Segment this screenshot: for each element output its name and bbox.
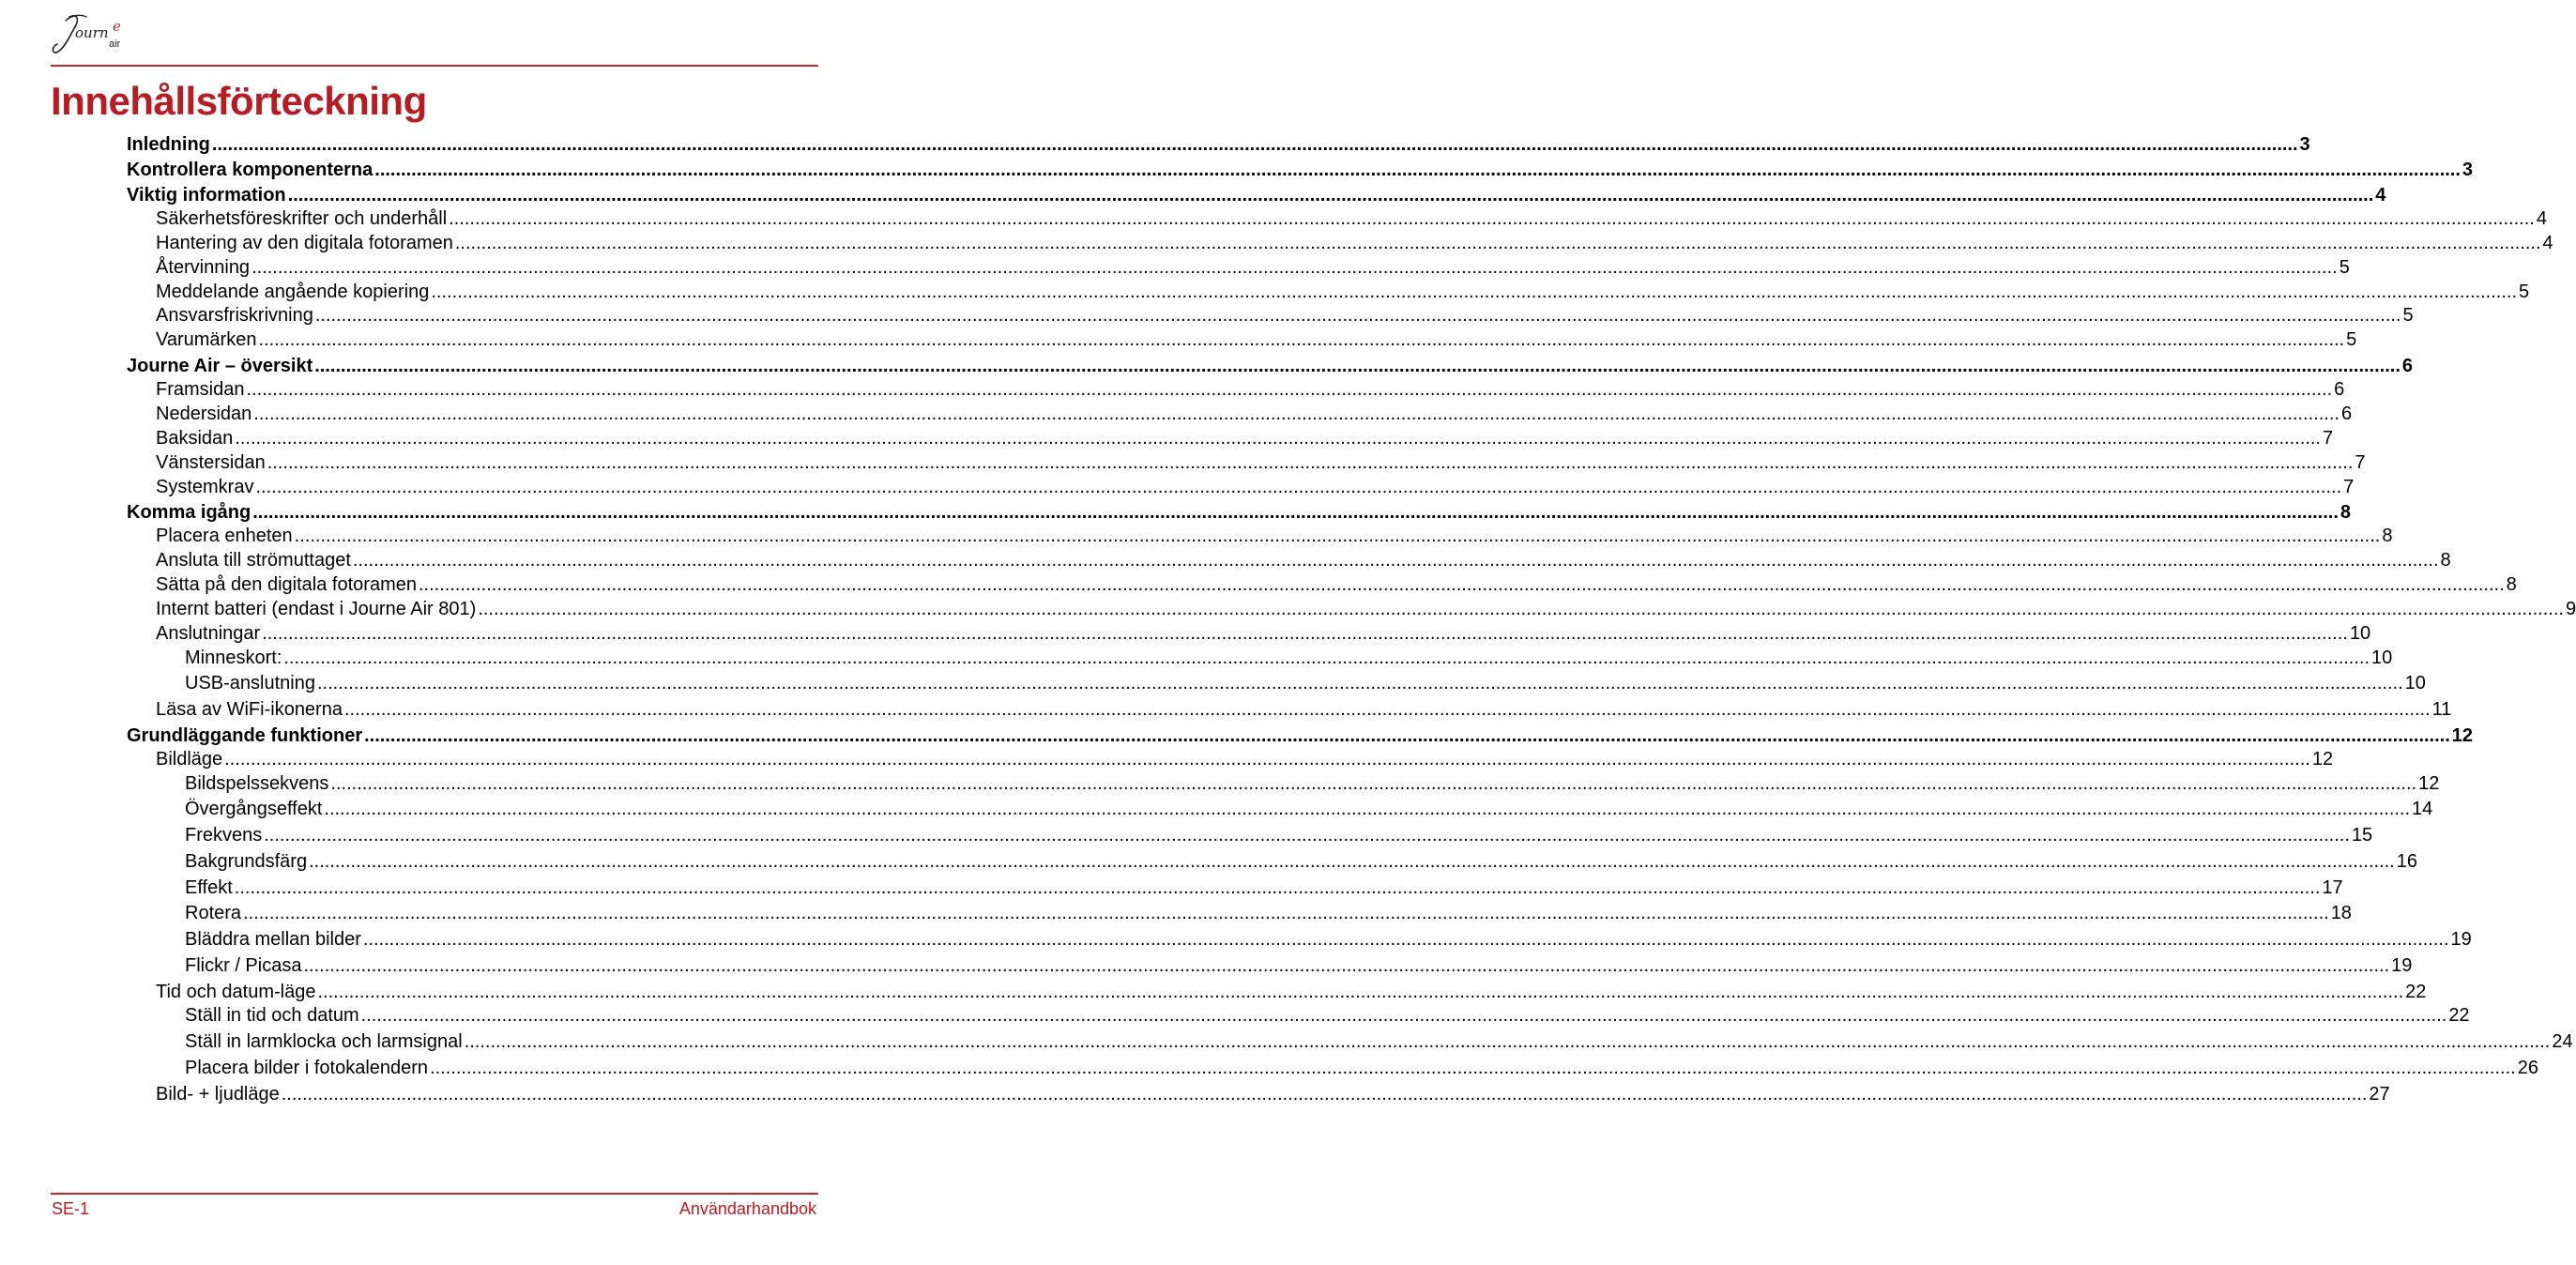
toc-dot-leader: ................................................................................................................................................................................................................................................................................................................................................................................................................	[309, 851, 2395, 872]
toc-entry[interactable]	[127, 184, 2386, 206]
toc-entry-page: 3	[2462, 160, 2474, 180]
toc-entry-label: Placera enheten	[156, 526, 293, 546]
toc-dot-leader: ................................................................................................................................................................................................................................................................................................................................................................................................................	[294, 526, 2381, 546]
toc-entry-label: Återvinning	[156, 257, 251, 278]
toc-dot-leader: ................................................................................................................................................................................................................................................................................................................................................................................................................	[267, 452, 2354, 473]
toc-dot-leader: ................................................................................................................................................................................................................................................................................................................................................................................................................	[283, 648, 2370, 668]
toc-dot-leader: ................................................................................................................................................................................................................................................................................................................................................................................................................	[464, 1031, 2551, 1052]
toc-entry[interactable]	[156, 525, 2393, 547]
toc-dot-leader: ................................................................................................................................................................................................................................................................................................................................................................................................................	[211, 134, 2298, 155]
toc-entry[interactable]	[156, 427, 2334, 450]
toc-entry-label: Bakgrundsfärg	[185, 851, 308, 872]
toc-entry-page: 16	[2396, 851, 2417, 872]
toc-dot-leader: ................................................................................................................................................................................................................................................................................................................................................................................................................	[287, 185, 2374, 206]
toc-entry-page: 17	[2322, 877, 2343, 898]
toc-entry-label: Inledning	[127, 134, 210, 155]
toc-entry[interactable]	[156, 281, 2530, 303]
toc-entry-label: Ställ in larmklocka och larmsignal	[185, 1031, 463, 1052]
toc-entry-page: 22	[2448, 1005, 2470, 1026]
toc-entry-label: Tid och datum-läge	[156, 982, 316, 1002]
toc-entry-page: 8	[2506, 574, 2517, 595]
toc-dot-leader: ................................................................................................................................................................................................................................................................................................................................................................................................................	[246, 379, 2333, 400]
toc-entry-label: Effekt	[185, 877, 233, 898]
toc-entry-label: Internt batteri (endast i Journe Air 801)	[156, 599, 477, 619]
toc-dot-leader: ................................................................................................................................................................................................................................................................................................................................................................................................................	[234, 877, 2321, 898]
toc-dot-leader: ................................................................................................................................................................................................................................................................................................................................................................................................................	[352, 550, 2439, 571]
toc-entry-page: 27	[2369, 1084, 2390, 1105]
toc-dot-leader: ................................................................................................................................................................................................................................................................................................................................................................................................................	[343, 699, 2431, 720]
toc-dot-leader: ................................................................................................................................................................................................................................................................................................................................................................................................................	[258, 329, 2345, 350]
toc-entry-page: 4	[2536, 208, 2547, 229]
toc-entry[interactable]	[156, 549, 2451, 572]
toc-dot-leader: ................................................................................................................................................................................................................................................................................................................................................................................................................	[224, 749, 2310, 770]
toc-entry[interactable]	[185, 954, 2413, 977]
page-title: Innehållsförteckning	[51, 79, 427, 123]
toc-dot-leader: ................................................................................................................................................................................................................................................................................................................................................................................................................	[252, 502, 2339, 523]
toc-entry-page: 14	[2412, 799, 2433, 819]
toc-entry-page: 6	[2340, 404, 2353, 424]
toc-entry[interactable]	[185, 1004, 2470, 1027]
toc-entry-page: 6	[2401, 356, 2414, 376]
toc-dot-leader: ................................................................................................................................................................................................................................................................................................................................................................................................................	[324, 799, 2411, 819]
toc-entry-page: 5	[2339, 257, 2350, 278]
toc-dot-leader: ................................................................................................................................................................................................................................................................................................................................................................................................................	[374, 160, 2461, 180]
toc-entry-label: Ansluta till strömuttaget	[156, 550, 351, 571]
toc-dot-leader: ................................................................................................................................................................................................................................................................................................................................................................................................................	[362, 929, 2449, 950]
toc-entry-label: Bild- + ljudläge	[156, 1084, 280, 1105]
footer-document-name: Användarhandbok	[678, 1199, 816, 1218]
toc-entry[interactable]	[156, 328, 2357, 351]
toc-dot-leader: ................................................................................................................................................................................................................................................................................................................................................................................................................	[430, 1058, 2516, 1078]
toc-entry-page: 22	[2405, 982, 2427, 1002]
toc-entry-page: 12	[2418, 773, 2440, 794]
toc-entry[interactable]	[127, 355, 2414, 377]
toc-entry-label: Sätta på den digitala fotoramen	[156, 574, 417, 595]
toc-dot-leader: ................................................................................................................................................................................................................................................................................................................................................................................................................	[253, 404, 2340, 424]
toc-entry-label: Grundläggande funktioner	[127, 725, 363, 746]
toc-entry-label: Komma igång	[127, 502, 252, 523]
toc-entry-page: 24	[2552, 1031, 2573, 1052]
toc-entry-page: 10	[2371, 648, 2393, 668]
toc-entry-page: 3	[2299, 134, 2310, 155]
toc-entry[interactable]	[156, 698, 2452, 721]
toc-entry-page: 7	[2355, 452, 2366, 473]
svg-text:e: e	[113, 18, 121, 35]
toc-entry-label: Placera bilder i fotokalendern	[185, 1058, 429, 1078]
toc-entry-page: 12	[2451, 725, 2474, 746]
toc-entry[interactable]	[185, 772, 2440, 795]
toc-entry[interactable]	[127, 133, 2310, 156]
toc-dot-leader: ................................................................................................................................................................................................................................................................................................................................................................................................................	[330, 773, 2417, 794]
toc-dot-leader: ................................................................................................................................................................................................................................................................................................................................................................................................................	[454, 233, 2541, 253]
toc-dot-leader: ................................................................................................................................................................................................................................................................................................................................................................................................................	[235, 428, 2321, 449]
toc-dot-leader: ................................................................................................................................................................................................................................................................................................................................................................................................................	[317, 982, 2404, 1002]
toc-dot-leader: ................................................................................................................................................................................................................................................................................................................................................................................................................	[252, 257, 2338, 278]
toc-entry[interactable]	[156, 451, 2366, 474]
toc-entry-label: Bildspelssekvens	[185, 773, 329, 794]
toc-entry-label: Övergångseffekt	[185, 799, 323, 819]
toc-dot-leader: ................................................................................................................................................................................................................................................................................................................................................................................................................	[431, 282, 2518, 302]
toc-entry[interactable]	[127, 724, 2474, 747]
toc-entry[interactable]	[185, 798, 2433, 820]
toc-entry-label: Vänstersidan	[156, 452, 266, 473]
toc-entry-label: Meddelande angående kopiering	[156, 282, 430, 302]
toc-entry[interactable]	[156, 598, 2576, 620]
toc-entry-page: 19	[2391, 955, 2413, 976]
toc-entry-label: Nedersidan	[156, 404, 252, 424]
toc-entry-page: 8	[2440, 550, 2451, 571]
toc-entry-page: 4	[2375, 185, 2386, 206]
toc-entry-page: 10	[2404, 673, 2426, 693]
toc-entry[interactable]	[185, 647, 2393, 669]
toc-entry[interactable]	[156, 403, 2353, 425]
toc-entry-label: Bläddra mellan bilder	[185, 929, 361, 950]
toc-dot-leader: ................................................................................................................................................................................................................................................................................................................................................................................................................	[262, 623, 2348, 644]
toc-entry[interactable]	[185, 1057, 2538, 1079]
toc-entry-page: 18	[2330, 903, 2352, 923]
toc-dot-leader: ................................................................................................................................................................................................................................................................................................................................................................................................................	[264, 825, 2350, 846]
toc-entry[interactable]	[156, 207, 2547, 230]
toc-entry-page: 19	[2450, 929, 2472, 950]
toc-entry-page: 5	[2346, 329, 2357, 350]
toc-entry[interactable]	[127, 159, 2474, 181]
toc-entry-label: Ställ in tid och datum	[185, 1005, 359, 1026]
toc-entry-label: Journe Air – översikt	[127, 356, 313, 376]
toc-entry[interactable]	[185, 850, 2417, 873]
toc-entry[interactable]	[185, 824, 2373, 846]
svg-text:air: air	[109, 38, 121, 50]
toc-entry-label: Framsidan	[156, 379, 245, 400]
toc-dot-leader: ................................................................................................................................................................................................................................................................................................................................................................................................................	[478, 599, 2564, 619]
toc-entry-page: 12	[2311, 749, 2334, 770]
toc-dot-leader: ................................................................................................................................................................................................................................................................................................................................................................................................................	[255, 477, 2342, 497]
toc-dot-leader: ................................................................................................................................................................................................................................................................................................................................................................................................................	[418, 574, 2505, 595]
footer-rule	[51, 1193, 818, 1195]
toc-dot-leader: ................................................................................................................................................................................................................................................................................................................................................................................................................	[303, 955, 2390, 976]
toc-entry[interactable]	[156, 256, 2350, 279]
toc-entry-label: Rotera	[185, 903, 242, 923]
toc-entry[interactable]	[156, 232, 2553, 254]
toc-entry-page: 7	[2343, 477, 2355, 497]
toc-entry-page: 5	[2519, 282, 2530, 302]
toc-entry-label: Minneskort:	[185, 648, 282, 668]
toc-entry-label: USB-anslutning	[185, 673, 315, 693]
toc-entry[interactable]	[185, 876, 2343, 899]
toc-entry[interactable]	[156, 981, 2427, 1003]
toc-entry-label: Läsa av WiFi-ikonerna	[156, 699, 343, 720]
toc-entry[interactable]	[127, 501, 2352, 524]
toc-entry-page: 11	[2431, 699, 2452, 720]
toc-entry[interactable]	[156, 304, 2414, 327]
toc-dot-leader: ................................................................................................................................................................................................................................................................................................................................................................................................................	[243, 903, 2329, 923]
toc-entry-page: 6	[2334, 379, 2345, 400]
toc-entry[interactable]	[156, 476, 2355, 498]
toc-entry[interactable]	[156, 573, 2517, 596]
toc-entry-label: Säkerhetsföreskrifter och underhåll	[156, 208, 448, 229]
toc-entry-page: 4	[2542, 233, 2553, 253]
toc-entry-page: 5	[2402, 305, 2414, 326]
footer-page-number: SE-1	[52, 1199, 90, 1218]
toc-dot-leader: ................................................................................................................................................................................................................................................................................................................................................................................................................	[449, 208, 2535, 229]
toc-entry-label: Frekvens	[185, 825, 263, 846]
svg-text:ourn: ourn	[75, 24, 109, 41]
toc-entry-label: Flickr / Picasa	[185, 955, 302, 976]
toc-dot-leader: ................................................................................................................................................................................................................................................................................................................................................................................................................	[360, 1005, 2447, 1026]
toc-entry-label: Baksidan	[156, 428, 234, 449]
toc-entry-page: 8	[2382, 526, 2393, 546]
toc-entry-page: 10	[2349, 623, 2371, 644]
toc-entry-page: 15	[2351, 825, 2373, 846]
toc-entry-label: Hantering av den digitala fotoramen	[156, 233, 453, 253]
toc-dot-leader: ................................................................................................................................................................................................................................................................................................................................................................................................................	[316, 673, 2403, 693]
toc-entry-page: 26	[2517, 1058, 2538, 1078]
toc-entry-label: Systemkrav	[156, 477, 254, 497]
toc-entry-label: Varumärken	[156, 329, 257, 350]
toc-entry-label: Anslutningar	[156, 623, 261, 644]
toc-entry-label: Kontrollera komponenterna	[127, 160, 373, 180]
toc-entry[interactable]	[185, 928, 2472, 951]
toc-entry-label: Ansvarsfriskrivning	[156, 305, 313, 326]
toc-entry[interactable]	[156, 1083, 2390, 1105]
toc-dot-leader: ................................................................................................................................................................................................................................................................................................................................................................................................................	[314, 356, 2401, 376]
toc-entry[interactable]	[156, 378, 2345, 401]
toc-dot-leader: ................................................................................................................................................................................................................................................................................................................................................................................................................	[281, 1084, 2368, 1105]
toc-entry[interactable]	[156, 622, 2371, 645]
toc-entry-page: 8	[2340, 502, 2352, 523]
toc-entry[interactable]	[156, 748, 2334, 770]
toc-dot-leader: ................................................................................................................................................................................................................................................................................................................................................................................................................	[314, 305, 2401, 326]
toc-entry-page: 7	[2322, 428, 2334, 449]
toc-dot-leader: ................................................................................................................................................................................................................................................................................................................................................................................................................	[364, 725, 2450, 746]
toc-entry-label: Bildläge	[156, 749, 223, 770]
toc-entry-page: 9	[2565, 599, 2576, 619]
toc-entry[interactable]	[185, 902, 2352, 924]
toc-entry[interactable]	[185, 1030, 2573, 1053]
toc-entry-label: Viktig information	[127, 185, 286, 206]
toc-entry[interactable]	[185, 672, 2426, 694]
